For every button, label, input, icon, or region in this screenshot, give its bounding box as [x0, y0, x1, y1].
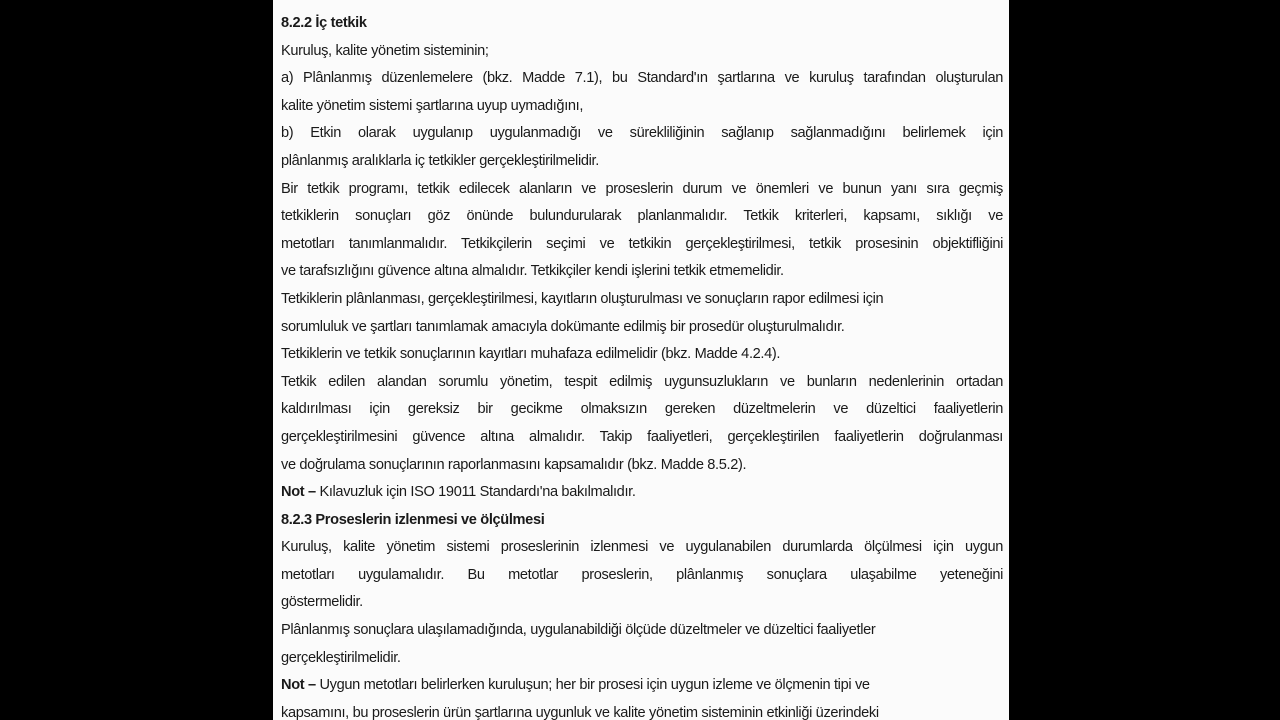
text-line: Kuruluş, kalite yönetim sisteminin; [281, 42, 489, 59]
note-text: Uygun metotları belirlerken kuruluşun; her bir prosesi için uygun izleme ve ölçmenin tipi ve [315, 677, 870, 694]
note-text: Kılavuzluk için ISO 19011 Standardı'na bakılmalıdır. [315, 484, 636, 501]
text-line: Kuruluş, kalite yönetim sistemi proseslerinin izlenmesi ve uygulanabilen durumlarda ölçülmesi için uygun [281, 539, 1003, 556]
text-line: ve tarafsızlığını güvence altına almalıdır. Tetkikçiler kendi işlerini tetkik etmemelidir. [281, 263, 784, 280]
text-line: sorumluluk ve şartları tanımlamak amacıyla dokümante edilmiş bir prosedür oluşturulmalıdır. [281, 318, 845, 335]
text-line: kaldırılması için gereksiz bir gecikme olmaksızın gereken düzeltmelerin ve düzeltici faaliyetlerin [281, 401, 1003, 418]
text-line: gerçekleştirilmesini güvence altına almalıdır. Takip faaliyetleri, gerçekleştirilen faaliyetlerin doğrulanması [281, 428, 1003, 445]
text-line: a) Plânlanmış düzenlemelere (bkz. Madde 7.1), bu Standard'ın şartlarına ve kuruluş tarafından oluşturulan [281, 70, 1003, 87]
text-line: plânlanmış aralıklarla iç tetkikler gerçekleştirilmelidir. [281, 152, 599, 169]
text-line: b) Etkin olarak uygulanıp uygulanmadığı ve sürekliliğinin sağlanıp sağlanmadığını belirlemek için [281, 125, 1003, 142]
note-line [281, 672, 1003, 700]
text-line: kalite yönetim sistemi şartlarına uyup uymadığını, [281, 97, 584, 114]
section-heading-8-2-2: 8.2.2 İç tetkik [281, 15, 367, 31]
note-label: Not – [281, 677, 316, 694]
note-line [281, 479, 1003, 507]
text-line: gerçekleştirilmelidir. [281, 649, 401, 666]
text-line: kapsamını, bu proseslerin ürün şartlarına uygunluk ve kalite yönetim sisteminin etkinliği üzerindeki [281, 704, 879, 720]
text-line: Tetkik edilen alandan sorumlu yönetim, tespit edilmiş uygunsuzlukların ve bunların nedenlerinin ortadan [281, 373, 1003, 390]
text-line: metotları uygulamalıdır. Bu metotlar proseslerin, plânlanmış sonuçlara ulaşabilme yeteneğini [281, 566, 1003, 583]
text-line: Tetkiklerin ve tetkik sonuçlarının kayıtları muhafaza edilmelidir (bkz. Madde 4.2.4). [281, 346, 781, 363]
section-heading-8-2-3: 8.2.3 Proseslerin izlenmesi ve ölçülmesi [281, 511, 545, 528]
note-label: Not – [281, 484, 316, 501]
text-line: göstermelidir. [281, 594, 363, 611]
text-line: metotları tanımlanmalıdır. Tetkikçilerin seçimi ve tetkikin gerçekleştirilmesi, tetkik prosesinin objektifliğini [281, 235, 1003, 252]
document-page [273, 0, 1009, 720]
text-line: tetkiklerin sonuçları göz önünde bulundurularak planlanmalıdır. Tetkik kriterleri, kapsamı, sıklığı ve [281, 208, 1003, 225]
text-line: Bir tetkik programı, tetkik edilecek alanların ve proseslerin durum ve önemleri ve bunun yanı sıra geçmiş [281, 180, 1003, 197]
text-line: Tetkiklerin plânlanması, gerçekleştirilmesi, kayıtların oluşturulması ve sonuçların rapor edilmesi için [281, 290, 884, 307]
text-line: Plânlanmış sonuçlara ulaşılamadığında, uygulanabildiği ölçüde düzeltmeler ve düzeltici faaliyetler [281, 622, 876, 639]
text-line: ve doğrulama sonuçlarının raporlanmasını kapsamalıdır (bkz. Madde 8.5.2). [281, 456, 747, 473]
